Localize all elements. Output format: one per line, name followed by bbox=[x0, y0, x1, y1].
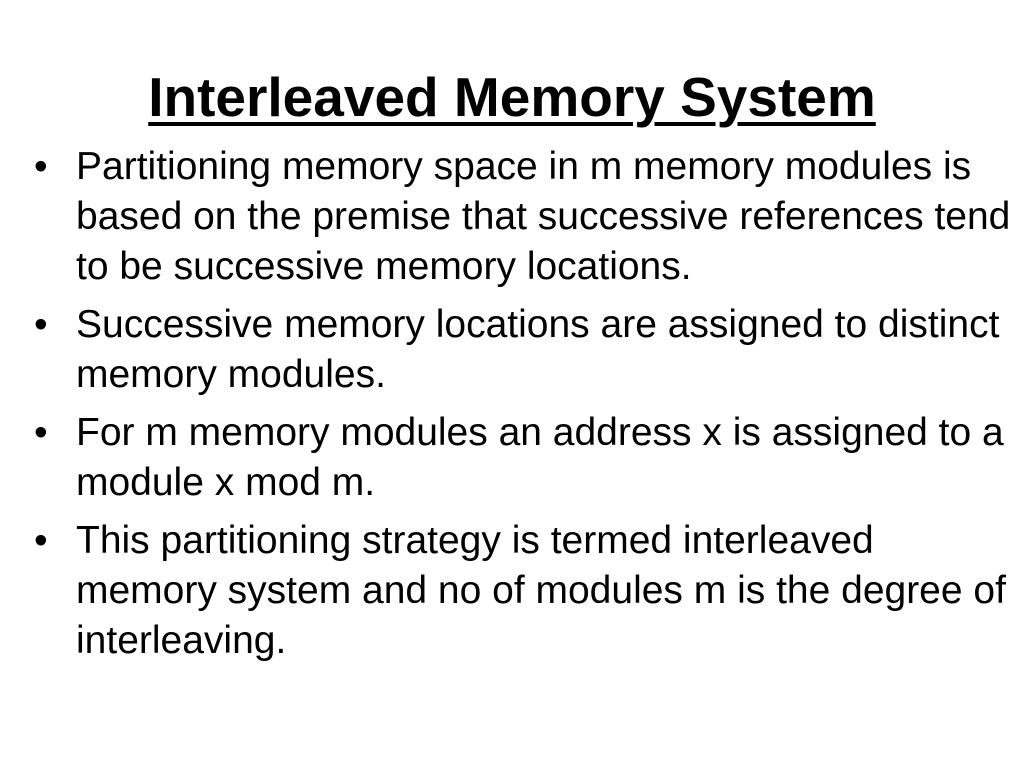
bullet-list bbox=[30, 142, 1015, 674]
bullet-item bbox=[30, 142, 1015, 292]
bullet-icon: • bbox=[34, 303, 48, 346]
bullet-item bbox=[30, 516, 1015, 666]
bullet-item bbox=[30, 408, 1015, 508]
bullet-text: Successive memory locations are assigned to distinct memory modules. bbox=[76, 303, 1000, 396]
bullet-icon: • bbox=[34, 519, 48, 562]
bullet-item bbox=[30, 300, 1015, 400]
bullet-text: Partitioning memory space in m memory modules is based on the premise that successive references tend to be successive memory locations. bbox=[76, 145, 1011, 288]
bullet-icon: • bbox=[34, 145, 48, 188]
slide-title: Interleaved Memory System bbox=[148, 66, 876, 128]
bullet-text: For m memory modules an address x is assigned to a module x mod m. bbox=[76, 411, 1004, 504]
bullet-icon: • bbox=[34, 411, 48, 454]
bullet-text: This partitioning strategy is termed interleaved memory system and no of modules m is the degree of interleaving. bbox=[76, 519, 1006, 662]
